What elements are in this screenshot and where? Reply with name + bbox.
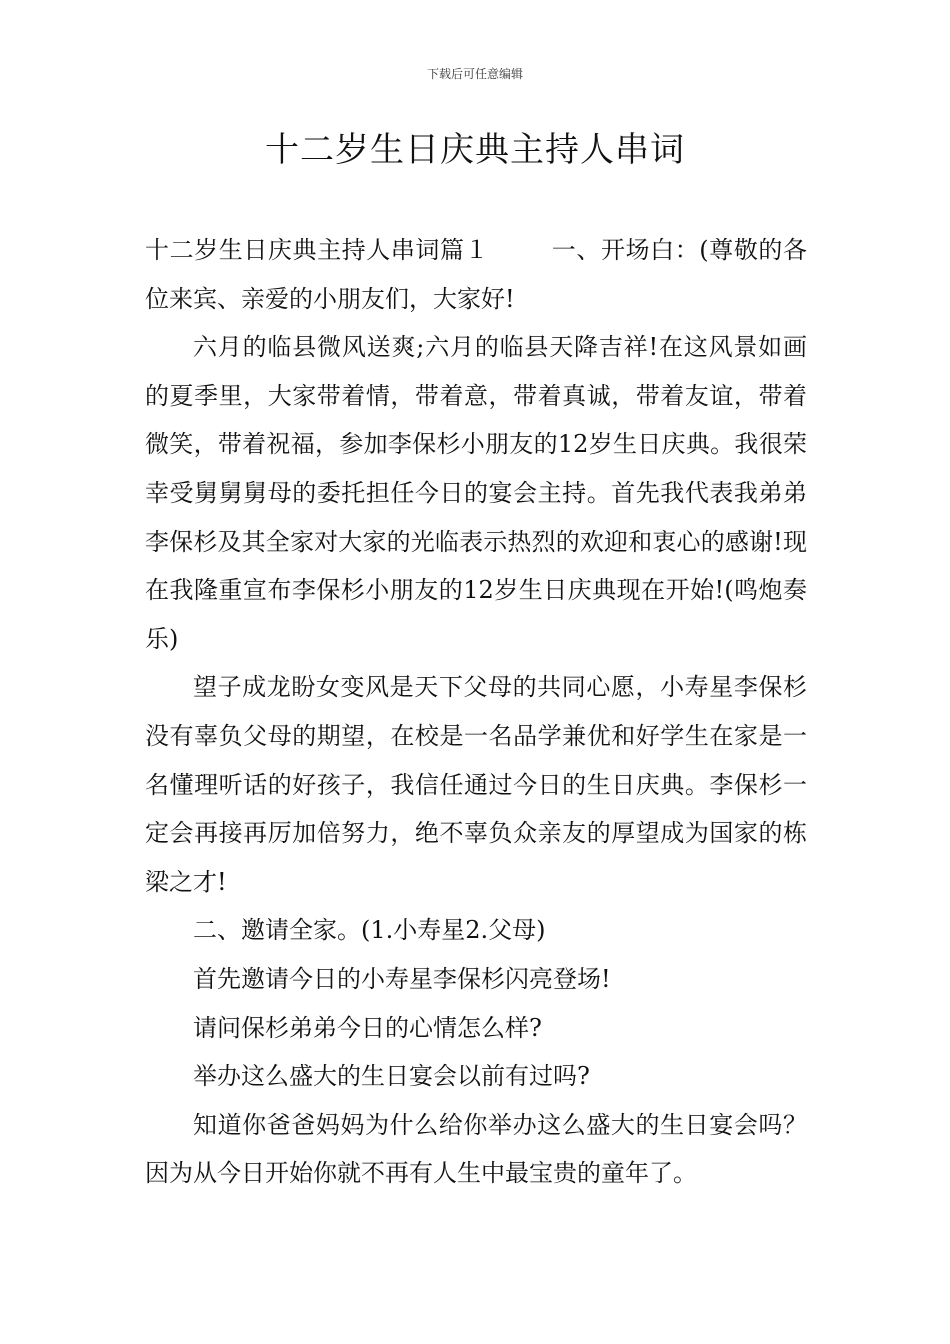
paragraph: 请问保杉弟弟今日的心情怎么样? xyxy=(193,1013,542,1042)
opening-paragraph xyxy=(145,226,807,323)
section-heading: 二、邀请全家。(1.小寿星2.父母) xyxy=(193,916,546,945)
document-title: 十二岁生日庆典主持人串词 xyxy=(265,130,685,170)
document-body xyxy=(145,226,807,1198)
opening-text: 一、开场白：(尊敬的各位来宾、亲爱的小朋友们，大家好! xyxy=(145,236,808,313)
paragraph: 六月的临县微风送爽;六月的临县天降吉祥!在这风景如画的夏季里，大家带着情，带着意，带着真诚，带着友谊，带着微笑，带着祝福，参加李保杉小朋友的12岁生日庆典。我很荣幸受舅舅舅母的委托担任今日的宴会主持。首先我代表我弟弟李保杉及其全家对大家的光临表示热烈的欢迎和衷心的感谢!现在我隆重宣布李保杉小朋友的12岁生日庆典现在开始!(鸣炮奏乐) xyxy=(145,333,807,653)
paragraph: 望子成龙盼女变风是天下父母的共同心愿，小寿星李保杉没有辜负父母的期望，在校是一名品学兼优和好学生在家是一名懂理听话的好孩子，我信任通过今日的生日庆典。李保杉一定会再接再厉加倍努力，绝不辜负众亲友的厚望成为国家的栋梁之才! xyxy=(145,673,807,896)
header-note: 下载后可任意编辑 xyxy=(426,67,523,81)
paragraph: 举办这么盛大的生日宴会以前有过吗? xyxy=(193,1062,590,1091)
part-title: 十二岁生日庆典主持人串词篇１ xyxy=(145,236,490,264)
paragraph: 首先邀请今日的小寿星李保杉闪亮登场! xyxy=(193,964,611,993)
paragraph: 知道你爸爸妈妈为什么给你举办这么盛大的生日宴会吗？因为从今日开始你就不再有人生中最宝贵的童年了。 xyxy=(145,1110,807,1188)
